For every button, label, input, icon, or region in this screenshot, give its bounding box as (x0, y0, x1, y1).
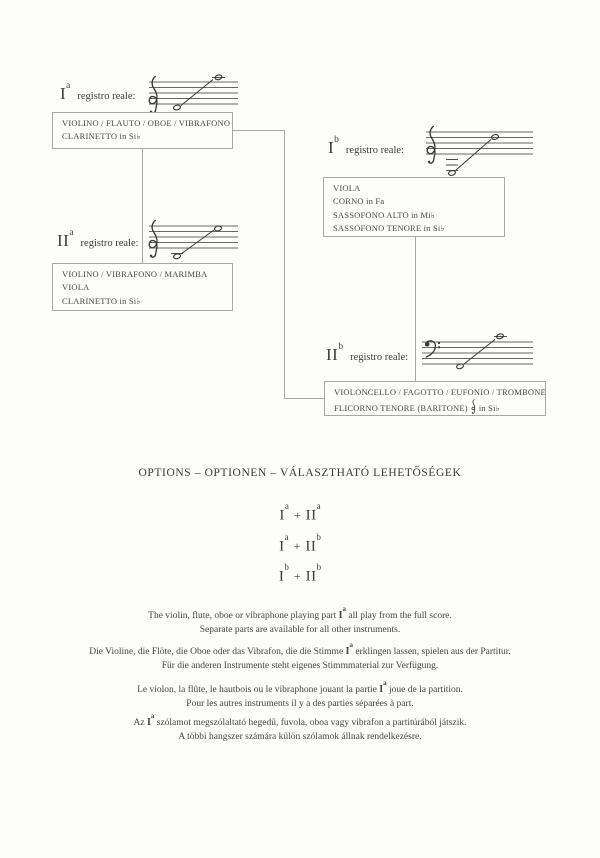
instrument-line (334, 399, 536, 415)
register-1b-caption: registro reale: (345, 145, 404, 156)
combo-second-numeral: II (305, 507, 317, 524)
instrument-line: VIOLINO / VIBRAFONO / MARIMBA (62, 269, 208, 279)
instrument-box-1a (52, 112, 233, 149)
register-2a-numeral: II (57, 231, 70, 250)
instrument-line: VIOLONCELLO / FAGOTTO / EUFONIO / TROMBONE (334, 387, 546, 397)
combo-second-numeral: II (305, 538, 317, 555)
note-text-post: joue de la partition. (386, 685, 463, 696)
combo-first-sup: b (284, 561, 289, 572)
note-text-post: szólamot megszólaltató hegedű, fuvola, oboa vagy vibrafon a partitúrából játszik. (154, 718, 467, 729)
combo-second-numeral: II (305, 568, 317, 585)
note-text-pre: The violin, flute, oboe or vibraphone playing part (148, 611, 339, 622)
instrument-line: SASSOFONO ALTO in Mi♭ (333, 209, 435, 220)
combo-first-numeral: I (279, 507, 285, 524)
note-line (0, 679, 600, 697)
connector-1a-2a (142, 149, 143, 263)
instrument-box-1b (323, 177, 505, 237)
note-line: A többi hangszer számára külön szólamok állnak rendelkezésre. (178, 732, 422, 743)
connector-1a-2b-v (284, 130, 285, 398)
treble-clef-icon (470, 399, 477, 414)
note-text-post: erklingen lassen, spielen aus der Partitur. (352, 647, 511, 658)
note-hungarian (0, 712, 600, 744)
option-combination-1 (0, 500, 600, 524)
note-numeral: I (146, 717, 151, 729)
combo-first-sup: a (284, 531, 289, 542)
instrument-line: CORNO in Fa (333, 196, 385, 207)
register-1b-numeral: I (328, 138, 335, 157)
connector-1a-2b-h1 (233, 130, 285, 131)
instrument-line: CLARINETTO in Si♭ (62, 295, 141, 306)
bass-clef-icon (425, 341, 440, 357)
note-line: Separate parts are available for all other instruments. (199, 625, 401, 636)
connector-1b-2b (415, 237, 416, 381)
plus-sign: + (293, 539, 301, 554)
note-french (0, 679, 600, 711)
staff-1b (418, 124, 533, 179)
register-2b-caption: registro reale: (350, 352, 409, 363)
instrument-line: CLARINETTO in Si♭ (62, 131, 141, 142)
combo-first-numeral: I (278, 568, 285, 585)
register-2a-label (57, 227, 139, 251)
combo-second-sup: a (316, 500, 321, 511)
note-numeral: I (345, 646, 350, 658)
connector-1a-2b-h2 (284, 398, 324, 399)
register-1a-label (60, 80, 136, 104)
combo-first-numeral: I (279, 538, 285, 555)
instrument-line: VIOLA (62, 282, 90, 293)
register-2b-label (326, 341, 409, 365)
register-2a-caption: registro reale: (80, 238, 139, 249)
instrument-line: SASSOFONO TENORE in Si♭ (333, 223, 445, 234)
note-text-pre: Az (133, 718, 147, 729)
instrument-line: VIOLINO / FLAUTO / OBOE / VIBRAFONO (62, 118, 231, 128)
note-text-post: all play from the full score. (346, 611, 452, 622)
note-line (0, 605, 600, 623)
note-line: Pour les autres instruments il y a des parties séparées à part. (186, 699, 414, 710)
instrument-line-suffix: in Si♭ (478, 403, 500, 414)
note-text-pre: Le violon, la flûte, le hautbois ou le vibraphone jouant la partie (137, 685, 380, 696)
staff-2a (143, 218, 238, 268)
option-combination-2 (0, 531, 600, 555)
option-combination-3 (0, 561, 600, 585)
note-numeral-sup: a (342, 604, 347, 613)
instrument-box-2a (52, 263, 233, 311)
note-numeral-sup: a (349, 640, 353, 649)
note-numeral: I (379, 684, 384, 696)
register-2b-sup: b (338, 341, 344, 352)
note-text-pre: Die Violine, die Flöte, die Oboe oder das Vibrafon, die die Stimme (89, 647, 346, 658)
instrument-line: VIOLA (333, 183, 361, 193)
note-numeral-sup: a (150, 711, 155, 720)
staff-1a (143, 72, 238, 117)
options-heading: OPTIONS – OPTIONEN – VÁLASZTHATÓ LEHETŐSÉGEK (138, 467, 462, 479)
register-1a-sup: a (66, 80, 71, 91)
note-english (0, 605, 600, 637)
note-line (0, 712, 600, 730)
note-line: Für die anderen Instrumente steht eigenes Stimmmaterial zur Verfügung. (161, 661, 439, 672)
instrument-line-prefix: FLICORNO TENORE (BARITONE) (334, 403, 468, 414)
register-1b-sup: b (334, 134, 339, 145)
note-german (0, 641, 600, 673)
plus-sign: + (293, 508, 301, 523)
note-numeral: I (338, 610, 343, 622)
combo-second-sup: b (316, 531, 321, 542)
note-line (0, 641, 600, 659)
combo-first-sup: a (284, 500, 289, 511)
register-1b-label (328, 134, 404, 158)
plus-sign: + (293, 569, 301, 584)
note-numeral-sup: a (383, 678, 387, 687)
combo-second-sup: b (316, 561, 322, 572)
register-2b-numeral: II (326, 345, 339, 364)
instrument-box-2b (324, 381, 546, 416)
register-1a-numeral: I (60, 84, 67, 103)
register-1a-caption: registro reale: (77, 91, 136, 102)
staff-2b (418, 330, 533, 372)
register-2a-sup: a (69, 227, 74, 238)
